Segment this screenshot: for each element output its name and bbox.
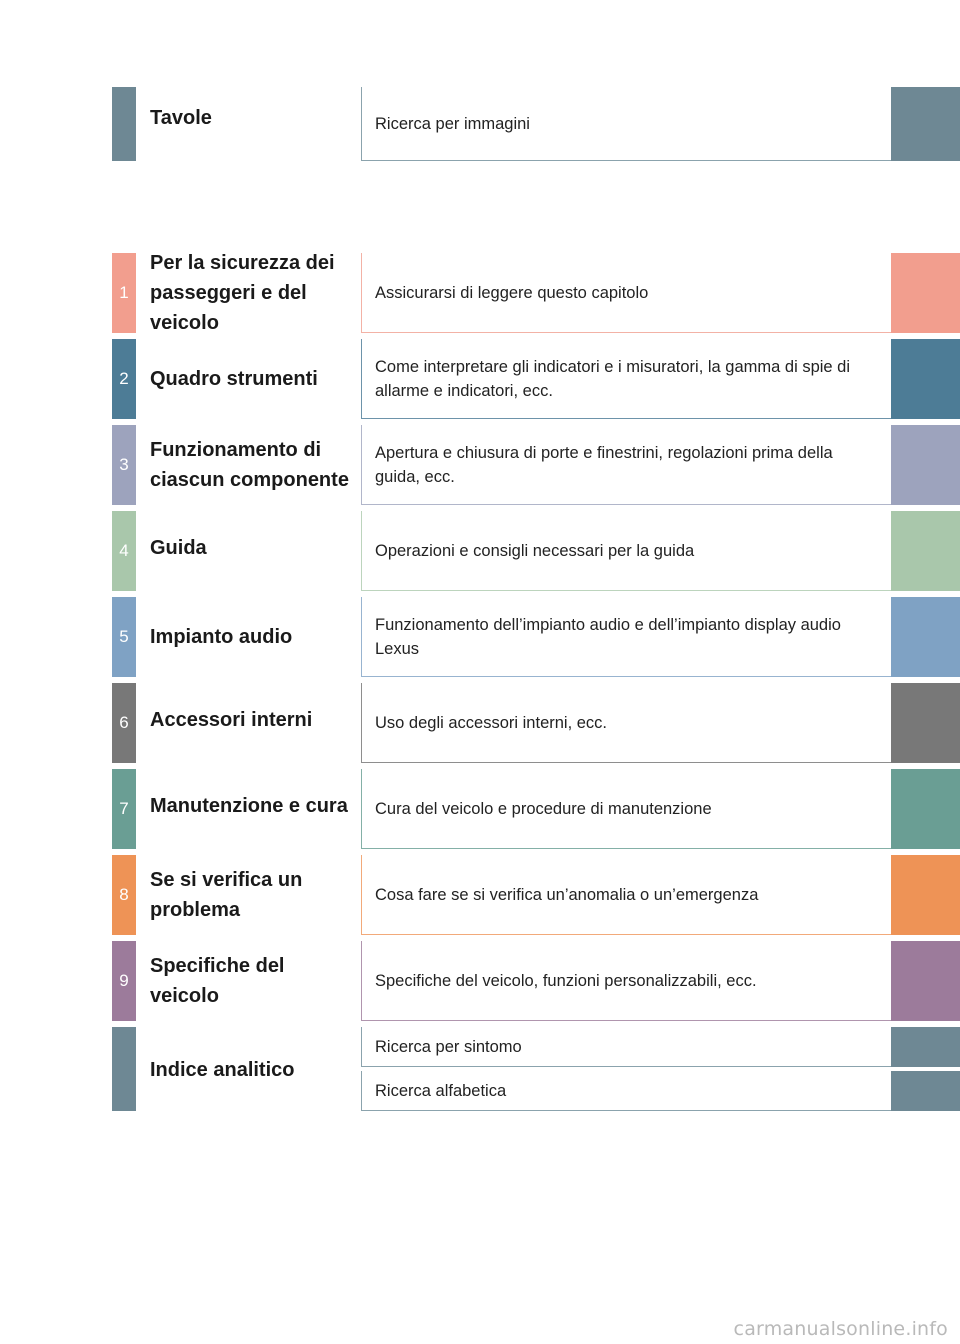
index-edge-tab-symptom[interactable] — [891, 1027, 960, 1067]
section-row-3[interactable] — [0, 425, 960, 505]
section-row-8[interactable] — [0, 855, 960, 935]
section-number-tab: 3 — [112, 425, 136, 505]
section-description: Uso degli accessori interni, ecc. — [361, 683, 891, 763]
section-number-tab: 4 — [112, 511, 136, 591]
section-row-tavole[interactable] — [0, 87, 960, 161]
section-number-tab: 7 — [112, 769, 136, 849]
section-edge-tab[interactable] — [891, 769, 960, 849]
section-title: Tavole — [150, 107, 212, 129]
section-row-9[interactable] — [0, 941, 960, 1021]
section-row-4[interactable] — [0, 511, 960, 591]
section-number-tab: 9 — [112, 941, 136, 1021]
section-title: Specifiche del veicolo — [150, 955, 285, 1007]
section-title: Accessori interni — [150, 709, 313, 731]
section-description: Cosa fare se si verifica un’anomalia o un’emergenza — [361, 855, 891, 935]
section-number-tab: 6 — [112, 683, 136, 763]
section-edge-tab[interactable] — [891, 511, 960, 591]
section-edge-tab[interactable] — [891, 425, 960, 505]
section-number-tab — [112, 87, 136, 161]
section-edge-tab[interactable] — [891, 855, 960, 935]
section-title: Indice analitico — [150, 1059, 295, 1081]
watermark: carmanualsonline.info — [733, 1318, 948, 1340]
section-description: Come interpretare gli indicatori e i misuratori, la gamma di spie di allarme e indicatori, ecc. — [361, 339, 891, 419]
section-number-tab: 2 — [112, 339, 136, 419]
section-description: Specifiche del veicolo, funzioni personalizzabili, ecc. — [361, 941, 891, 1021]
section-edge-tab[interactable] — [891, 87, 960, 161]
section-edge-tab[interactable] — [891, 683, 960, 763]
section-edge-tab[interactable] — [891, 941, 960, 1021]
section-description: Operazioni e consigli necessari per la guida — [361, 511, 891, 591]
section-row-7[interactable] — [0, 769, 960, 849]
index-item-alphabetical[interactable]: Ricerca alfabetica — [361, 1071, 891, 1111]
section-edge-tab[interactable] — [891, 253, 960, 333]
section-number-tab: 8 — [112, 855, 136, 935]
section-description: Cura del veicolo e procedure di manutenzione — [361, 769, 891, 849]
section-description: Apertura e chiusura di porte e finestrini, regolazioni prima della guida, ecc. — [361, 425, 891, 505]
section-row-index[interactable] — [0, 1027, 960, 1111]
section-number-tab: 5 — [112, 597, 136, 677]
section-row-2[interactable] — [0, 339, 960, 419]
index-item-symptom[interactable]: Ricerca per sintomo — [361, 1027, 891, 1067]
section-title: Guida — [150, 537, 207, 559]
section-number-tab — [112, 1027, 136, 1111]
section-row-6[interactable] — [0, 683, 960, 763]
section-edge-tab[interactable] — [891, 339, 960, 419]
section-title: Impianto audio — [150, 626, 293, 648]
section-title: Quadro strumenti — [150, 368, 318, 390]
section-description: Ricerca per immagini — [361, 87, 891, 161]
section-title: Se si verifica un problema — [150, 869, 303, 921]
index-edge-tab-alphabetical[interactable] — [891, 1071, 960, 1111]
section-row-1[interactable] — [0, 253, 960, 333]
section-edge-tab[interactable] — [891, 597, 960, 677]
section-title: Funzionamento di ciascun componente — [150, 439, 349, 491]
section-description: Funzionamento dell’impianto audio e dell’impianto display audio Lexus — [361, 597, 891, 677]
section-number-tab: 1 — [112, 253, 136, 333]
section-description: Assicurarsi di leggere questo capitolo — [361, 253, 891, 333]
section-row-5[interactable] — [0, 597, 960, 677]
section-title: Manutenzione e cura — [150, 795, 348, 817]
section-title: Per la sicurezza dei passeggeri e del veicolo — [150, 252, 335, 334]
